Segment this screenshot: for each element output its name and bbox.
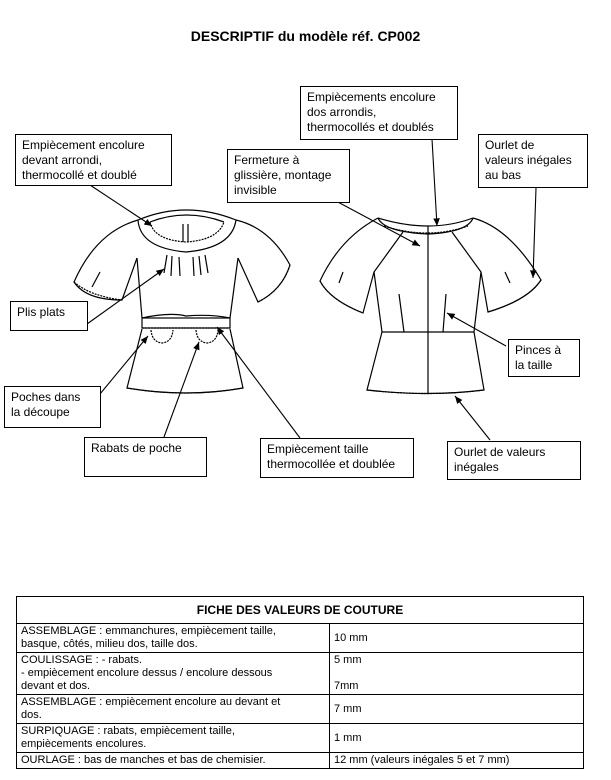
seam-description	[17, 653, 330, 695]
seam-description-line: dos.	[21, 709, 42, 721]
seam-value-line: 12 mm (valeurs inégales 5 et 7 mm)	[334, 754, 510, 766]
arrow-darts	[447, 313, 506, 346]
seam-value	[330, 695, 584, 724]
seam-description-line: ASSEMBLAGE : empiècement encolure au devant et	[21, 696, 281, 708]
seam-description	[17, 753, 330, 769]
seam-description-line: COULISSAGE : - rabats.	[21, 654, 143, 666]
callout-back-neck-yoke	[300, 86, 458, 140]
callout-text: Empiècements encolure dos arrondis, thermocollés et doublés	[307, 90, 436, 134]
arrow-back-neck	[432, 139, 437, 226]
arrow-waist-yoke	[217, 327, 300, 438]
seam-description-line: basque, côtés, milieu dos, taille dos.	[21, 638, 198, 650]
front-view-garment	[74, 210, 290, 393]
table-title: FICHE DES VALEURS DE COUTURE	[17, 597, 584, 624]
table-row	[17, 624, 584, 653]
seam-description-line: - empiècement encolure dessus / encolure dessous	[21, 667, 273, 679]
table-row	[17, 753, 584, 769]
seam-value	[330, 724, 584, 753]
callout-text: Plis plats	[17, 305, 66, 319]
seam-description-line: ASSEMBLAGE : emmanchures, empiècement taille,	[21, 625, 276, 637]
table-row	[17, 695, 584, 724]
seam-description-line: empiècements encolures.	[21, 738, 147, 750]
seam-value-line	[334, 667, 579, 680]
callout-text: Empiècement taille thermocollée et doublée	[267, 442, 396, 471]
seam-description	[17, 624, 330, 653]
callout-waist-yoke	[260, 438, 414, 478]
seam-value-line: 1 mm	[334, 731, 362, 744]
seam-description-line: SURPIQUAGE : rabats, empiècement taille,	[21, 725, 235, 737]
callout-front-neck-yoke	[15, 134, 172, 186]
seam-description	[17, 695, 330, 724]
callout-text: Fermeture à glissière, montage invisible	[234, 153, 332, 197]
callout-text: Rabats de poche	[91, 441, 182, 455]
seam-value	[330, 653, 584, 695]
seam-value	[330, 624, 584, 653]
callout-text: Poches dans la découpe	[11, 390, 81, 419]
seam-description-line: devant et dos.	[21, 680, 91, 692]
seam-value	[330, 753, 584, 769]
callout-pleats	[10, 301, 88, 331]
arrow-hem	[455, 396, 490, 440]
seam-value-line: 7mm	[334, 680, 359, 692]
table-header-row	[17, 597, 584, 624]
arrow-front-neck	[90, 185, 152, 226]
callout-darts	[508, 339, 580, 377]
arrow-pocket-flaps	[164, 342, 199, 437]
seam-value-line: 5 mm	[334, 654, 362, 666]
arrow-sleeve-hem	[533, 188, 536, 278]
callout-text: Pinces à la taille	[515, 343, 562, 372]
seam-description-line: OURLAGE : bas de manches et bas de chemisier.	[21, 754, 266, 766]
callout-text: Empiècement encolure devant arrondi, thermocollé et doublé	[22, 138, 145, 182]
seam-allowance-table	[16, 596, 584, 769]
callout-pocket-flaps	[84, 437, 207, 477]
callout-text: Ourlet de valeurs inégales au bas	[485, 138, 572, 182]
seam-description	[17, 724, 330, 753]
page-title: DESCRIPTIF du modèle réf. CP002	[190, 28, 421, 44]
callout-text: Ourlet de valeurs inégales	[454, 445, 546, 474]
callout-zipper	[227, 149, 350, 203]
arrow-pockets	[100, 336, 148, 394]
seam-value-line: 10 mm	[334, 631, 368, 644]
callout-pockets	[4, 386, 101, 428]
callout-hem	[447, 441, 581, 480]
table-row	[17, 724, 584, 753]
seam-value-line: 7 mm	[334, 702, 362, 715]
table-row	[17, 653, 584, 695]
callout-sleeve-hem	[478, 134, 588, 188]
